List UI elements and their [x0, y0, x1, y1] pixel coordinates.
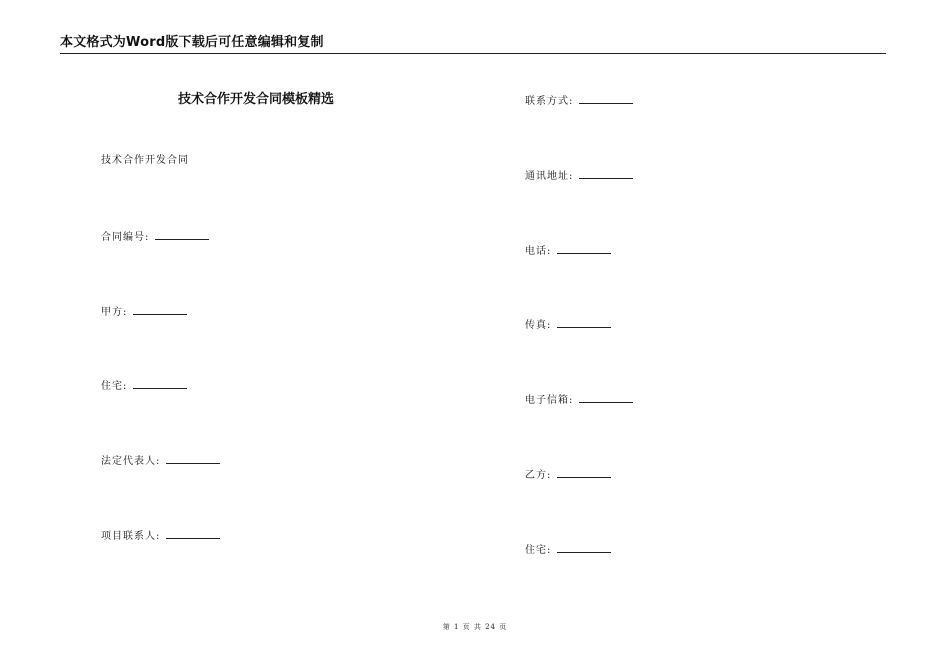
- field-party-b: [525, 467, 611, 483]
- field-mailing-address: [525, 168, 633, 184]
- field-label: 住宅:: [101, 381, 128, 392]
- field-label: 传真:: [525, 320, 552, 331]
- field-project-contact: [101, 528, 220, 544]
- field-label: 住宅:: [525, 545, 552, 556]
- blank-line: [166, 453, 220, 464]
- page-header: [60, 35, 886, 54]
- blank-line: [557, 467, 611, 478]
- field-email: [525, 392, 633, 408]
- blank-line: [557, 243, 611, 254]
- field-label: 联系方式:: [525, 96, 574, 107]
- field-contract-number: [101, 229, 209, 245]
- field-residence-a: [101, 378, 187, 394]
- header-text: 本文格式为Word版下载后可任意编辑和复制: [60, 35, 324, 50]
- blank-line: [557, 317, 611, 328]
- field-label: 甲方:: [101, 307, 128, 318]
- field-label: 电话:: [525, 246, 552, 257]
- blank-line: [133, 378, 187, 389]
- field-legal-representative: [101, 453, 220, 469]
- blank-line: [133, 304, 187, 315]
- field-residence-b: [525, 542, 611, 558]
- field-label: 乙方:: [525, 470, 552, 481]
- field-label: 项目联系人:: [101, 531, 161, 542]
- field-phone: [525, 243, 611, 259]
- contract-heading-label: 技术合作开发合同: [101, 155, 189, 166]
- blank-line: [557, 542, 611, 553]
- field-contact-method: [525, 93, 633, 109]
- field-fax: [525, 317, 611, 333]
- blank-line: [579, 93, 633, 104]
- contract-heading: [101, 154, 189, 168]
- blank-line: [166, 528, 220, 539]
- document-title: 技术合作开发合同模板精选: [178, 92, 335, 107]
- field-party-a: [101, 304, 187, 320]
- field-label: 通讯地址:: [525, 171, 574, 182]
- blank-line: [579, 168, 633, 179]
- page-number: 第 1 页 共 24 页: [442, 623, 508, 631]
- field-label: 合同编号:: [101, 232, 150, 243]
- blank-line: [579, 392, 633, 403]
- field-label: 电子信箱:: [525, 395, 574, 406]
- field-label: 法定代表人:: [101, 456, 161, 467]
- blank-line: [155, 229, 209, 240]
